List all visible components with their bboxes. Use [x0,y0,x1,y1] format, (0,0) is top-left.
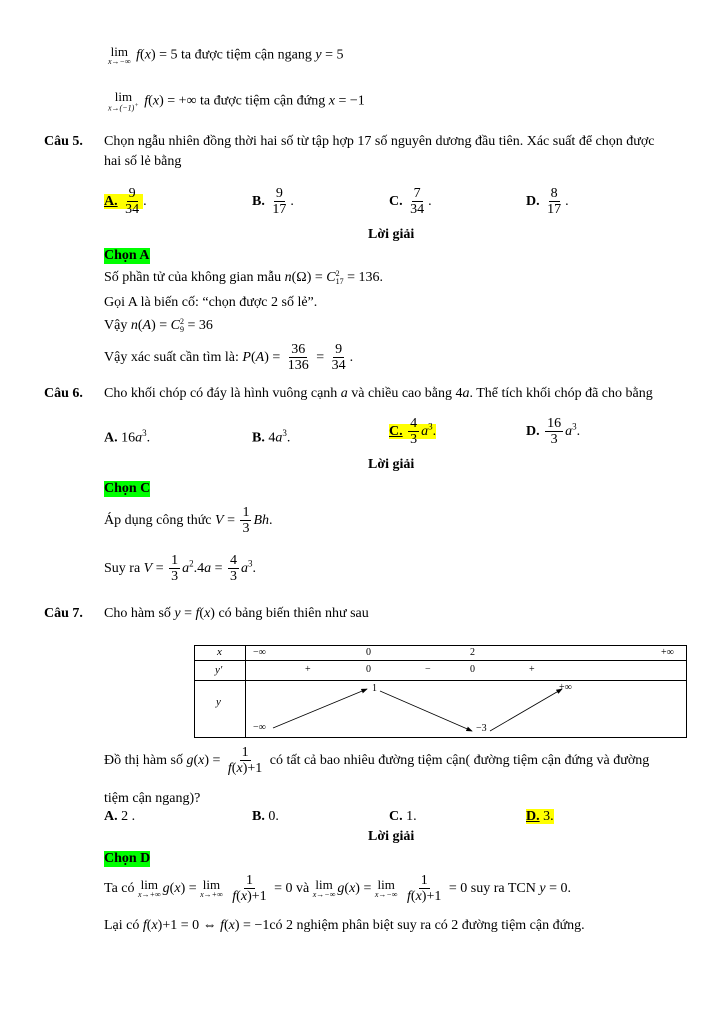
q6-option-d[interactable]: D. $\frac{16}{3}$ $a^3$. [526,416,581,448]
q5-option-b[interactable]: B. $\frac{9}{17}$ . [252,186,294,218]
arrow-decrease [380,691,472,731]
table-label-x: x [217,646,222,658]
table-y-value: 1 [372,683,377,694]
q5-option-a[interactable]: A. $\frac{9}{34}$ . [104,186,147,218]
q6-sol-line-1: Áp dụng công thức V = $\frac{1}{3}$ Bh. [104,505,273,537]
q7-option-a[interactable]: A. 2 . [104,809,136,824]
table-y-value: −∞ [253,722,266,733]
table-x-value: −∞ [253,647,266,658]
q6-solution-title: Lời giải [368,457,415,472]
q7-sol-line-1: Ta có lim x→+∞ g(x) = lim x→+∞ $\frac{1}{f(x)+1}$ = 0 và lim x→−∞ g(x) = lim x→−∞ $\frac{1}{f(x)+1}$ = 0 suy ra TCN y = 0. [104,873,571,905]
table-sign: − [425,664,431,675]
q5-label: Câu 5. [44,134,83,149]
q6-option-a[interactable]: A. $16a^3$. [104,428,151,446]
q5-sol-line-3: Vậy n(A) = C 2 9 = 36 [104,317,213,334]
q7-label: Câu 7. [44,606,83,621]
table-sign: 0 [366,664,371,675]
q5-option-d[interactable]: D. $\frac{8}{17}$ . [526,186,569,218]
q7-answer: Chọn D [104,851,151,866]
intro-line-2: lim x→(−1)+ f(x) = +∞ ta được tiệm cận đứng x = −1 [108,89,365,113]
q6-option-c[interactable]: C. $\frac{4}{3}$ $a^3$. [389,416,437,448]
q5-stem-2: hai số lẻ bằng [104,154,182,169]
q7-option-b[interactable]: B. 0. [252,809,279,824]
arrow-increase-1 [273,689,367,728]
q5-answer: Chọn A [104,248,150,263]
table-y-value: −3 [476,723,487,734]
q7-stem: Cho hàm số y = f(x) có bảng biến thiên như sau [104,606,369,621]
table-x-value: +∞ [661,647,674,658]
q6-label: Câu 6. [44,386,83,401]
q5-sol-line-4: Vậy xác suất cần tìm là: P(A) = $\frac{36}{136}$ = $\frac{9}{34}$ . [104,342,354,374]
q5-sol-line-2: Gọi A là biến cố: “chọn được 2 số lẻ”. [104,295,318,310]
variation-arrows [195,646,686,737]
q6-sol-line-2: Suy ra V = $\frac{1}{3}$ $a^2.4a$ = $\frac{4}{3}$ $a^3$. [104,553,257,585]
q6-answer: Chọn C [104,481,151,496]
q7-sol-line-2: Lại có f(x)+1 = 0 ⇔ f(x) = −1có 2 nghiệm phân biệt suy ra có 2 đường tiệm cận đứng. [104,918,585,933]
table-sign: + [305,664,311,675]
q5-stem: Chọn ngẫu nhiên đồng thời hai số từ tập hợp 17 số nguyên dương đầu tiên. Xác suất để chọn được [104,134,655,149]
arrow-increase-2 [490,689,562,731]
table-label-yprime: y′ [215,664,223,676]
table-y-value: +∞ [559,682,572,693]
table-sign: 0 [470,664,475,675]
q5-solution-title: Lời giải [368,227,415,242]
q5-option-c[interactable]: C. $\frac{7}{34}$ . [389,186,432,218]
q7-solution-title: Lời giải [368,829,415,844]
q7-question-line-1: Đồ thị hàm số g(x) = $\frac{1}{f(x)+1}$ có tất cả bao nhiêu đường tiệm cận( đường tiệm cận đứng và đường [104,745,650,777]
table-x-value: 2 [470,647,475,658]
variation-table [194,645,687,738]
q6-option-b[interactable]: B. $4a^3$. [252,428,291,446]
q6-stem: Cho khối chóp có đáy là hình vuông cạnh a và chiều cao bằng 4a. Thể tích khối chóp đã cho bằng [104,386,653,401]
q7-question-line-2: tiệm cận ngang)? [104,791,201,806]
q7-option-d[interactable]: D. 3. [526,809,554,824]
q5-sol-line-1: Số phần tử của không gian mẫu n(Ω) = C 2 17 = 136. [104,269,383,286]
table-sign: + [529,664,535,675]
q7-option-c[interactable]: C. 1. [389,809,417,824]
table-x-value: 0 [366,647,371,658]
table-label-y: y [216,696,221,708]
intro-line-1: lim x→−∞ f(x) = 5 ta được tiệm cận ngang y = 5 [108,44,344,66]
